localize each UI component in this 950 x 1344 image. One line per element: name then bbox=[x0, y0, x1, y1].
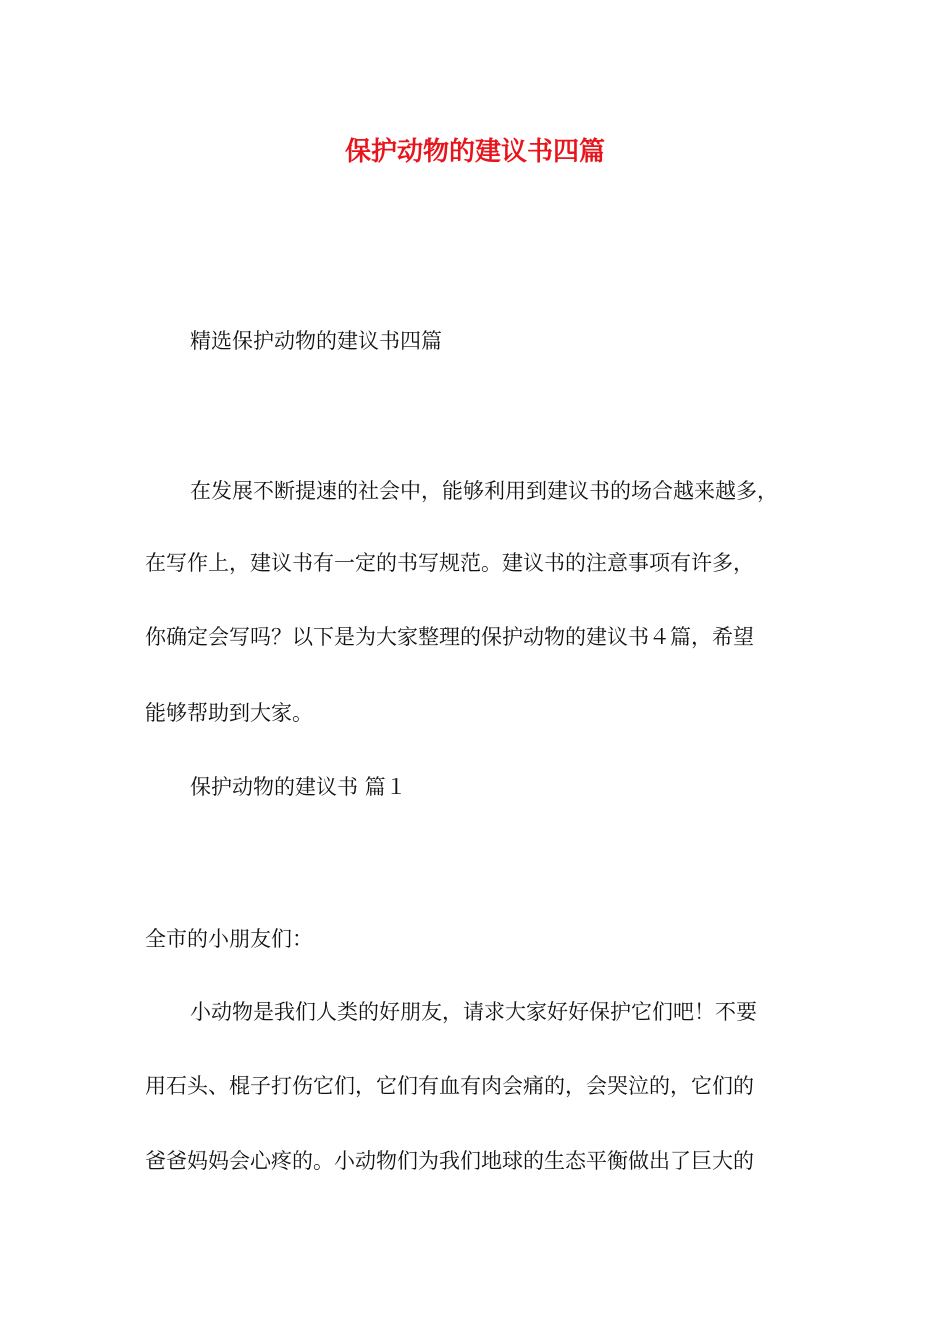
intro-paragraph-line: 能够帮助到大家。 bbox=[145, 701, 313, 725]
document-title: 保护动物的建议书四篇 bbox=[344, 137, 605, 167]
letter-greeting: 全市的小朋友们： bbox=[145, 927, 313, 951]
section-heading: 保护动物的建议书 篇１ bbox=[190, 775, 407, 799]
body-paragraph-line: 爸爸妈妈会心疼的。小动物们为我们地球的生态平衡做出了巨大的 bbox=[145, 1149, 754, 1173]
body-paragraph-line: 用石头、棍子打伤它们，它们有血有肉会痛的，会哭泣的，它们的 bbox=[145, 1074, 754, 1098]
intro-paragraph-line: 在发展不断提速的社会中，能够利用到建议书的场合越来越多， bbox=[190, 479, 778, 503]
body-paragraph-line: 小动物是我们人类的好朋友，请求大家好好保护它们吧！不要 bbox=[190, 1000, 757, 1024]
document-subtitle: 精选保护动物的建议书四篇 bbox=[190, 329, 442, 353]
intro-paragraph-line: 你确定会写吗？以下是为大家整理的保护动物的建议书４篇，希望 bbox=[145, 625, 754, 649]
intro-paragraph-line: 在写作上，建议书有一定的书写规范。建议书的注意事项有许多， bbox=[145, 551, 754, 575]
